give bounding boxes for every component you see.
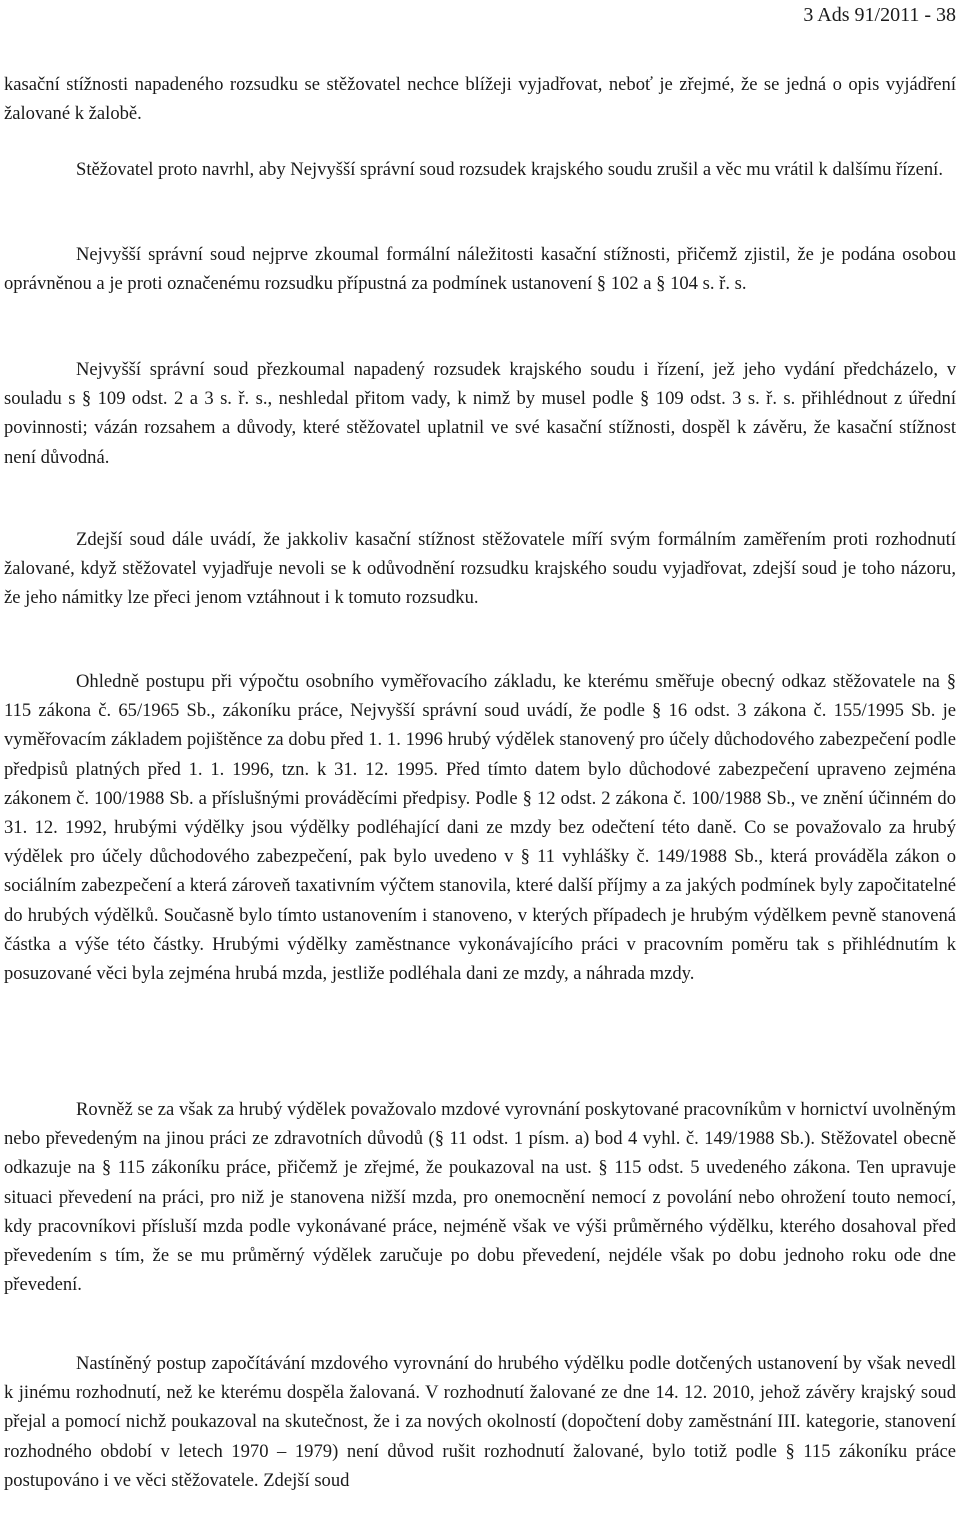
paragraph-outlined-procedure: Nastíněný postup započítávání mzdového vyrovnání do hrubého výdělku podle dotčených ustanovení by však nevedl k jinému rozhodnutí, než ke kterému dospěla žalovaná. V rozhodnutí žalované ze dne 14. 12. 2010, jehož závěry krajský soud přejal a pomocí nichž poukazoval na skutečnost, že i za nových okolností (dopočtení doby zaměstnání III. kategorie, stanovení rozhodného období v letech 1970 – 1979) není důvod rušit rozhodnutí žalované, bylo totiž podle § 115 zákoníku práce postupováno i ve věci stěžovatele. Zdejší soud [4,1353,956,1491]
paragraph-formal-requirements: Nejvyšší správní soud nejprve zkoumal formální náležitosti kasační stížnosti, přičemž zjistil, že je podána osobou oprávněnou a je proti označenému rozsudku přípustná za podmínek ustanovení § 102 a § 104 s. ř. s. [4,244,956,295]
paragraph-review: Nejvyšší správní soud přezkoumal napadený rozsudek krajského soudu i řízení, jež jeho vydání předcházelo, v souladu s § 109 odst. 2 a 3 s. ř. s., neshledal přitom vady, k nimž by musel podle § 109 odst. 3 s. ř. s. přihlédnout z úřední povinnosti; vázán rozsahem a důvody, které stěžovatel uplatnil ve své kasační stížnosti, dospěl k závěru, že kasační stížnost není důvodná. [4,359,956,468]
paragraph-court-statement: Zdejší soud dále uvádí, že jakkoliv kasační stížnost stěžovatele míří svým formálním zaměřením proti rozhodnutí žalované, když stěžovatel vyjadřuje nevoli se k odůvodnění rozsudku krajského soudu vyjadřovat, zdejší soud je toho názoru, že jeho námitky lze přeci jenom vztáhnout i k tomuto rozsudku. [4,529,956,609]
case-reference: 3 Ads 91/2011 - 38 [803,4,956,26]
paragraph-complaint-continuation: kasační stížnosti napadeného rozsudku se stěžovatel nechce blížeji vyjadřovat, neboť je zřejmé, že se jedná o opis vyjádření žalované k žalobě. [4,74,956,125]
paragraph-wage-compensation: Rovněž se za však za hrubý výdělek považovalo mzdové vyrovnání poskytované pracovníkům v hornictví uvolněným nebo převedeným na jinou práci ze zdravotních důvodů (§ 11 odst. 1 písm. a) bod 4 vyhl. č. 149/1988 Sb.). Stěžovatel obecně odkazuje na § 115 zákoníku práce, přičemž je zřejmé, že poukazoval na ust. § 115 odst. 5 uvedeného zákona. Ten upravuje situaci převedení na práci, pro niž je stanovena nižší mzda, pro onemocnění nemocí z povolání nebo ohrožení touto nemocí, kdy pracovníkovi přísluší mzda podle vykonávané práce, nejméně však ve výši průměrného výdělku, kterého dosahoval před převedením s tím, že se mu průměrný výdělek zaručuje po dobu převedení, nejdéle však po dobu jednoho roku ode dne převedení. [4,1099,956,1296]
paragraph-assessment-base: Ohledně postupu při výpočtu osobního vyměřovacího základu, ke kterému směřuje obecný odkaz stěžovatele na § 115 zákona č. 65/1965 Sb., zákoníku práce, Nejvyšší správní soud uvádí, že podle § 16 odst. 3 zákona č. 155/1995 Sb. je vyměřovacím základem pojištěnce za dobu před 1. 1. 1996 hrubý výdělek stanovený pro účely důchodového zabezpečení podle předpisů platných před 1. 1. 1996, tzn. k 31. 12. 1995. Před tímto datem bylo důchodové zabezpečení upraveno zejména zákonem č. 100/1988 Sb. a příslušnými prováděcími předpisy. Podle § 12 odst. 2 zákona č. 100/1988 Sb., ve znění účinném do 31. 12. 1992, hrubými výdělky jsou výdělky podléhající dani ze mzdy bez odečtení této daně. Co se považovalo za hrubý výdělek pro účely důchodového zabezpečení, pak bylo uvedeno v § 11 vyhlášky č. 149/1988 Sb., která prováděla zákon o sociálním zabezpečení a která zároveň taxativním výčtem stanovila, které další příjmy a za jakých podmínek byly započitatelné do hrubých výdělků. Současně bylo tímto ustanovením i stanoveno, v kterých případech je hrubým výdělkem pevně stanovená částka a výše této částky. Hrubými výdělky zaměstnance vykonávajícího práci v pracovním poměru tak s přihlédnutím k posuzované věci byla zejména hrubá mzda, jestliže podléhala dani ze mzdy, a náhrada mzdy. [4,671,956,985]
paragraph-proposal: Stěžovatel proto navrhl, aby Nejvyšší správní soud rozsudek krajského soudu zrušil a věc mu vrátil k dalšímu řízení. [76,159,943,180]
